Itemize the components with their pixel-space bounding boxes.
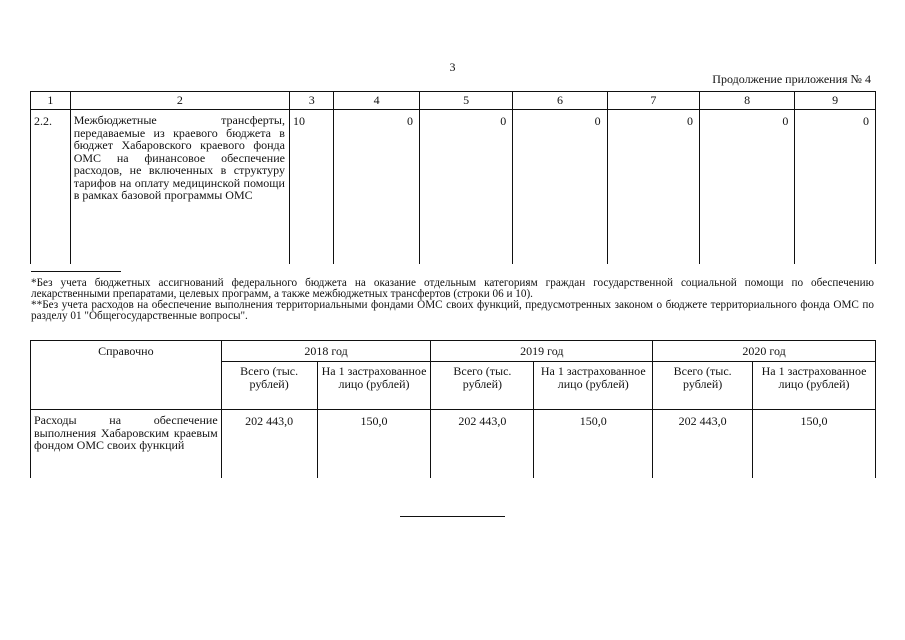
row-label: Расходы на обеспечение выполнения Хабаровским краевым фондом ОМС своих функций <box>31 410 222 479</box>
table-row <box>31 110 876 265</box>
year-header: 2019 год <box>431 341 653 362</box>
cell-value: 202 443,0 <box>653 410 753 479</box>
total-header: Всего (тыс. рублей) <box>653 362 753 410</box>
appendix-table <box>30 91 876 264</box>
footnote-1: *Без учета бюджетных ассигнований федерального бюджета на оказание отдельным категориям граждан государственной социальной помощи по обеспечению лекарственными препаратами, целевых программ, а также межбюджетных трансфертов (строки 06 и 10). <box>31 277 874 300</box>
footnotes <box>31 278 874 322</box>
cell-value: 0 <box>700 110 795 265</box>
cell-value: 0 <box>334 110 420 265</box>
column-number: 8 <box>700 92 795 110</box>
year-header-row <box>31 341 876 362</box>
footnote-2: **Без учета расходов на обеспечение выполнения территориальными фондами ОМС своих функций, предусмотренных законом о бюджете территориального фонда ОМС по разделу 01 "Общегосударственные вопросы". <box>31 299 874 322</box>
year-header: 2018 год <box>221 341 431 362</box>
per-person-header: На 1 застрахованное лицо (рублей) <box>534 362 653 410</box>
column-number: 3 <box>289 92 333 110</box>
total-header: Всего (тыс. рублей) <box>221 362 317 410</box>
cell-value: 0 <box>795 110 876 265</box>
column-number: 4 <box>334 92 420 110</box>
cell-value: 202 443,0 <box>221 410 317 479</box>
column-number: 2 <box>70 92 289 110</box>
column-number: 5 <box>419 92 512 110</box>
cell-value: 150,0 <box>317 410 431 479</box>
cell-value: 0 <box>513 110 607 265</box>
page-number: 3 <box>449 60 456 74</box>
cell-value: 0 <box>607 110 699 265</box>
table-row <box>31 410 876 479</box>
cell-value: 202 443,0 <box>431 410 534 479</box>
per-person-header: На 1 застрахованное лицо (рублей) <box>317 362 431 410</box>
row-description: Межбюджетные трансферты, передаваемые из краевого бюджета в бюджет Хабаровского краевого фонда ОМС на финансовое обеспечение расходов, не включенных в структуру тарифов на оплату медицинской помощи в рамках базовой программы ОМС <box>70 110 289 265</box>
row-code: 10 <box>289 110 333 265</box>
cell-value: 0 <box>419 110 512 265</box>
column-number-row <box>31 92 876 110</box>
total-header: Всего (тыс. рублей) <box>431 362 534 410</box>
end-divider <box>400 516 505 517</box>
continuation-label: Продолжение приложения № 4 <box>712 72 871 86</box>
per-person-header: На 1 застрахованное лицо (рублей) <box>753 362 876 410</box>
reference-table <box>30 340 876 478</box>
row-number: 2.2. <box>31 110 71 265</box>
column-number: 9 <box>795 92 876 110</box>
column-number: 1 <box>31 92 71 110</box>
cell-value: 150,0 <box>534 410 653 479</box>
footnote-divider <box>31 271 121 272</box>
year-header: 2020 год <box>653 341 876 362</box>
column-number: 6 <box>513 92 607 110</box>
reference-label: Справочно <box>31 341 222 410</box>
column-number: 7 <box>607 92 699 110</box>
cell-value: 150,0 <box>753 410 876 479</box>
